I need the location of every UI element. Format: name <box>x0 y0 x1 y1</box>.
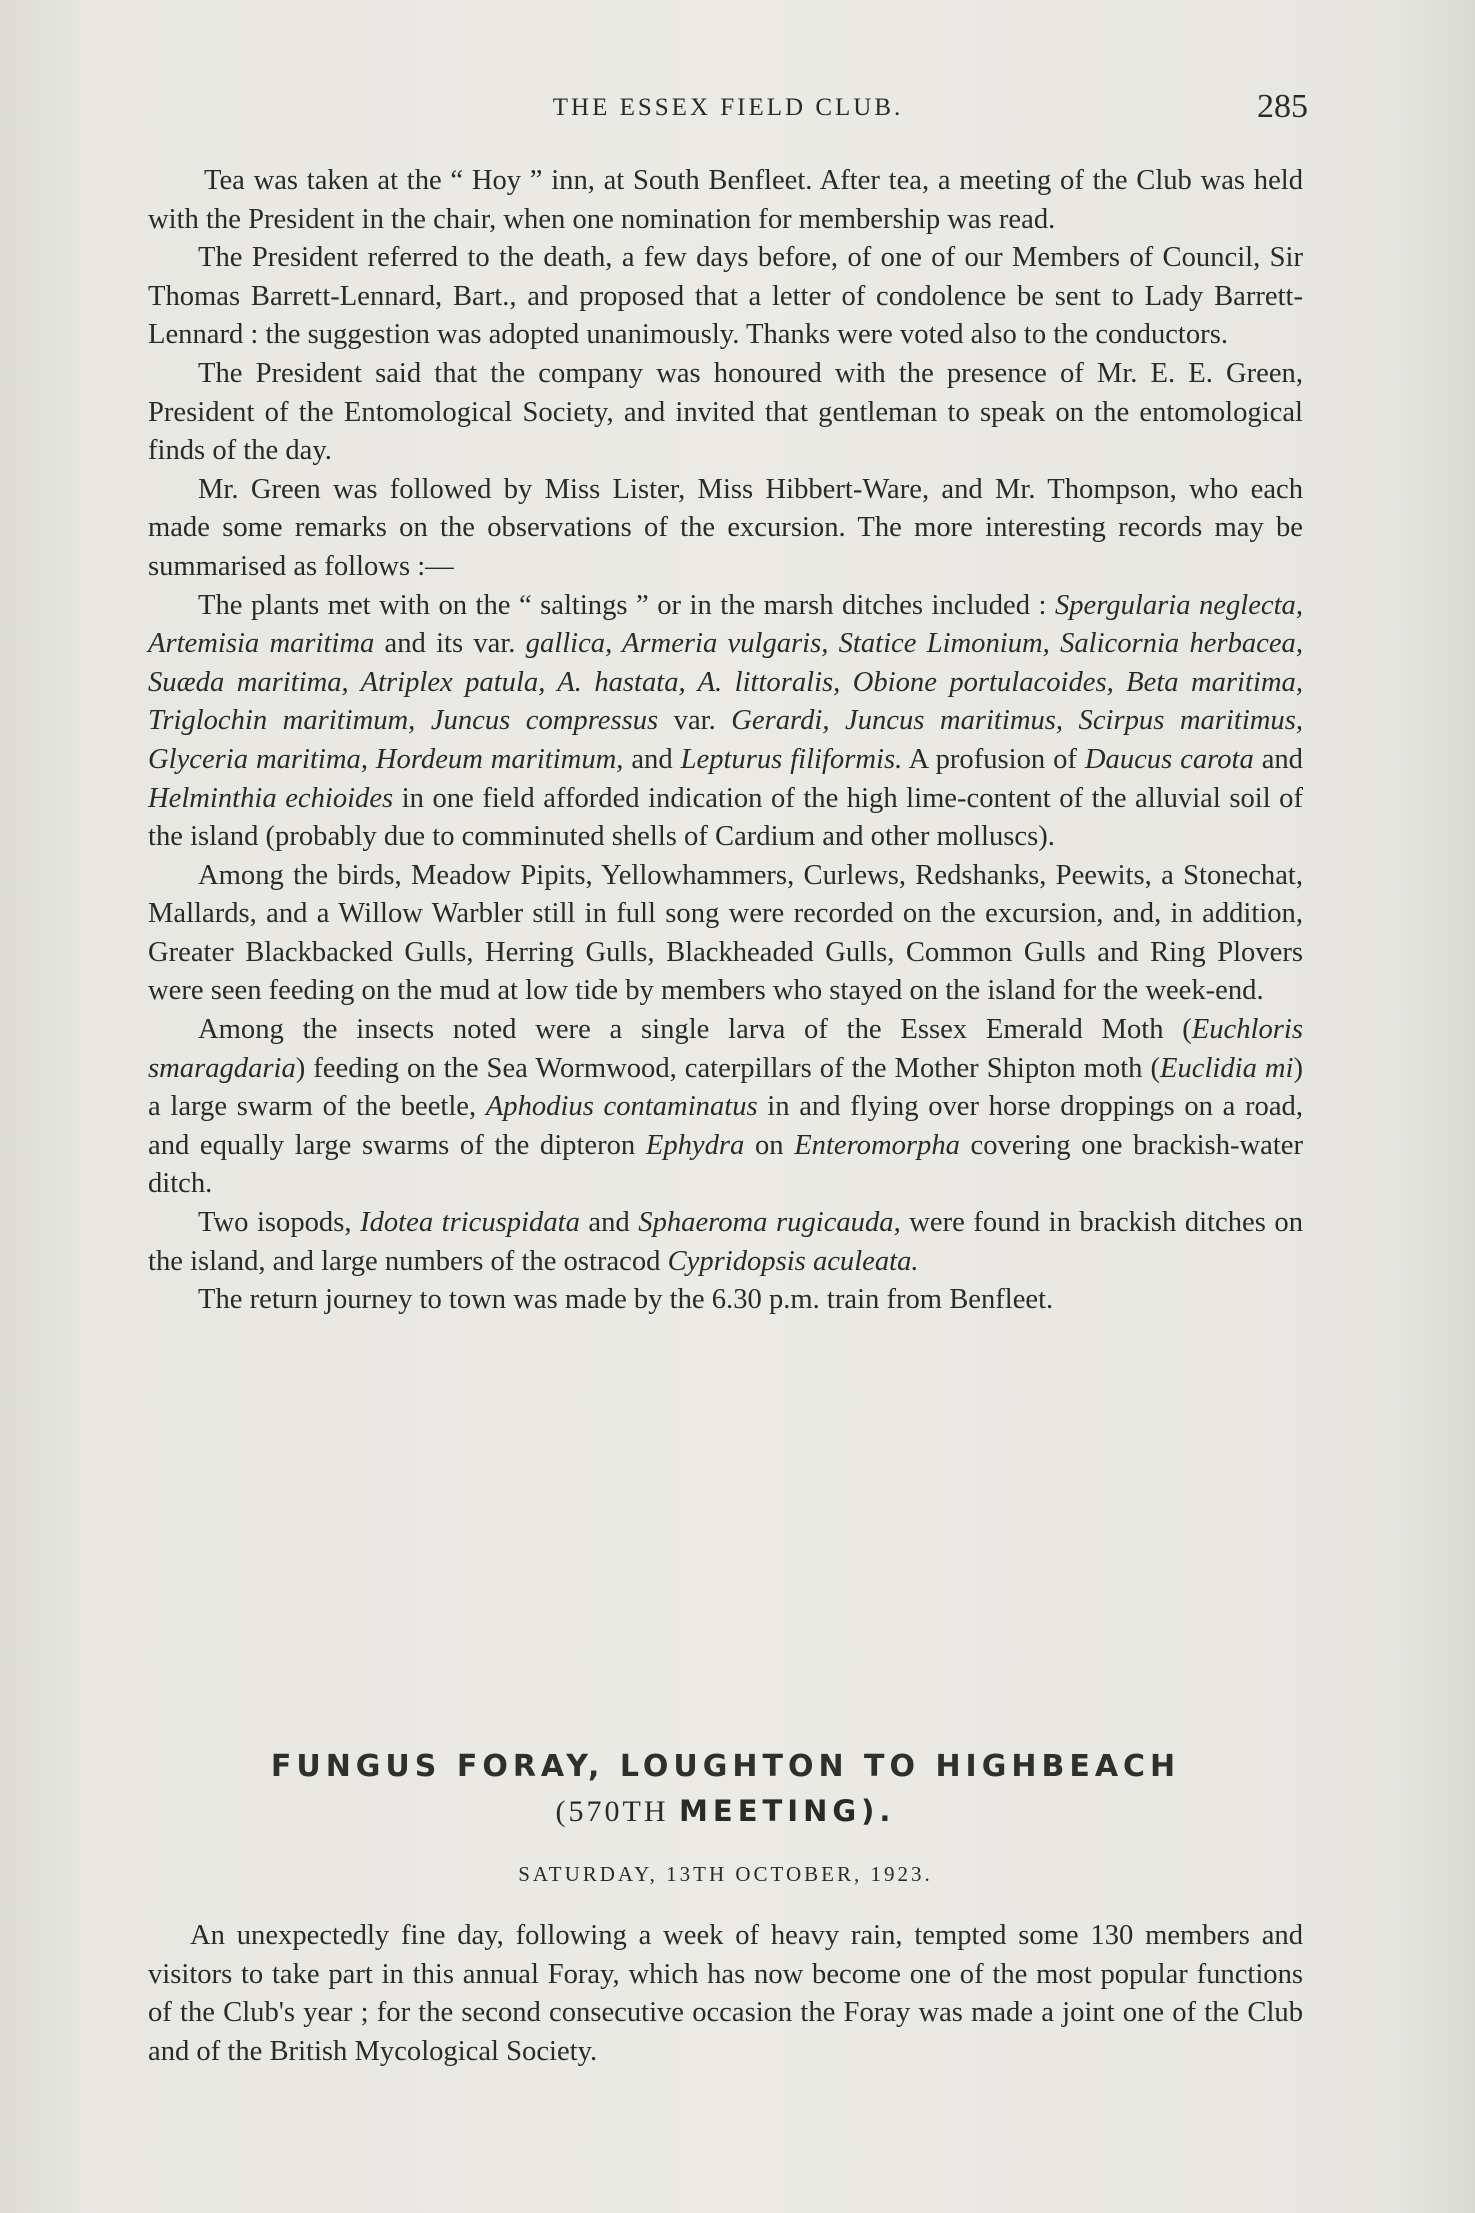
insects-species-4: Ephydra <box>645 1129 745 1161</box>
isopods-text-2: and <box>579 1207 639 1239</box>
paragraph-insects <box>148 1011 1303 1204</box>
insects-text-2: ) feeding on the Sea Wormwood, caterpillars of the Mother Shipton moth ( <box>295 1052 1160 1084</box>
paragraph-tea-meeting: Tea was taken at the “ Hoy ” inn, at South Benfleet. After tea, a meeting of the Club was held with the President in the chair, when one nomination for membership was read. <box>148 165 1303 235</box>
paragraph-remarks: Mr. Green was followed by Miss Lister, Miss Hibbert-Ware, and Mr. Thompson, who each made some remarks on the observations of the excursion. The more interesting records may be summarised as follows :— <box>148 473 1303 582</box>
plants-text-3: var. <box>658 705 732 737</box>
plants-species-5: Daucus carota <box>1084 743 1254 775</box>
plants-text-4: and <box>623 743 681 775</box>
insects-species-3: Aphodius contaminatus <box>485 1091 758 1123</box>
isopods-species-2: Sphaeroma rugicauda, <box>638 1207 901 1239</box>
plants-species-6: Helminthia echioides <box>148 782 394 814</box>
page-number: 285 <box>1257 88 1308 125</box>
isopods-text-1: Two isopods, <box>198 1207 361 1239</box>
running-head <box>148 88 1308 132</box>
insects-text-4: in and flying over horse droppings on a road, and equally large swarms of the dipteron <box>148 1091 1303 1161</box>
plants-species-1: Spergularia neglecta, Artemisia maritima <box>148 589 1303 660</box>
plants-species-4: Lepturus filiformis. <box>680 743 903 775</box>
paragraph-birds: Among the birds, Meadow Pipits, Yellowhammers, Curlews, Redshanks, Peewits, a Stonechat, Mallards, and a Willow Warbler still in full song were recorded on the excursion, and, in addition, Greater Blackbacked Gulls, Herring Gulls, Blackheaded Gulls, Common Gulls and Ring Plovers were seen feeding on the mud at low tide by members who stayed on the island for the week-end. <box>148 859 1303 1007</box>
insects-species-2: Euclidia mi <box>1159 1052 1294 1084</box>
plants-text-6: and <box>1253 743 1303 775</box>
insects-species-5: Enteromorpha <box>794 1129 960 1161</box>
running-title: THE ESSEX FIELD CLUB. <box>552 94 904 121</box>
insects-text-6: covering one brackish-water ditch. <box>148 1129 1304 1200</box>
isopods-text-3: were found in brackish ditches on the island, and large numbers of the ostracod <box>148 1207 1303 1277</box>
paragraph-green-presence: The President said that the company was honoured with the presence of Mr. E. E. Green, President of the Entomological Society, and invited that gentleman to speak on the entomological finds of the day. <box>148 357 1303 467</box>
section-subtitle <box>148 1789 1303 1834</box>
insects-species-1: Euchloris smaragdaria <box>148 1014 1303 1084</box>
paragraph-condolence: The President referred to the death, a few days before, of one of our Members of Council, Sir Thomas Barrett-Lennard, Bart., and proposed that a letter of condolence be sent to Lady Barrett-Lennard : the suggestion was adopted unanimously. Thanks were voted also to the conductors. <box>148 242 1303 351</box>
meeting-number: (570TH <box>555 1795 669 1828</box>
plants-species-2: gallica, Armeria vulgaris, Statice Limonium, Salicornia herbacea, Suæda maritima, Atriplex patula, A. hastata, A. littoralis, Obione portulacoides, Beta maritima, Triglochin maritimum, Juncus compressus <box>148 628 1303 737</box>
plants-text-5: A profusion of <box>902 743 1085 775</box>
body-text <box>148 162 1303 1320</box>
insects-text-3: ) a large swarm of the beetle, <box>148 1052 1303 1123</box>
paragraph-isopods <box>148 1204 1303 1281</box>
section-date: SATURDAY, 13TH OCTOBER, 1923. <box>518 1862 933 1886</box>
fungus-foray-section <box>148 1745 1303 2071</box>
plants-text-2: and its var. <box>374 628 526 660</box>
paragraph-return-journey: The return journey to town was made by the 6.30 p.m. train from Benfleet. <box>198 1284 1054 1316</box>
section-title: FUNGUS FORAY, LOUGHTON TO HIGHBEACH <box>270 1749 1181 1784</box>
insects-text-1: Among the insects noted were a single larva of the Essex Emerald Moth ( <box>198 1014 1192 1046</box>
meeting-word: MEETING). <box>679 1794 896 1828</box>
plants-text-7: in one field afforded indication of the high lime-content of the alluvial soil of the island (probably due to comminuted shells of Cardium and other molluscs). <box>148 782 1303 853</box>
plants-species-3: Gerardi, Juncus maritimus, Scirpus maritimus, Glyceria maritima, Hordeum maritimum, <box>148 705 1303 775</box>
plants-text-1: The plants met with on the “ saltings ” or in the marsh ditches included : <box>198 589 1055 621</box>
insects-text-5: on <box>744 1129 795 1161</box>
isopods-species-3: Cypridopsis aculeata. <box>667 1245 919 1277</box>
section-body-paragraph: An unexpectedly fine day, following a week of heavy rain, tempted some 130 members and visitors to take part in this annual Foray, which has now become one of the most popular functions of the Club's year ; for the second consecutive occasion the Foray was made a joint one of the Club and of the British Mycological Society. <box>148 1920 1303 2067</box>
isopods-species-1: Idotea tricuspidata <box>360 1207 580 1239</box>
paragraph-plants <box>148 587 1303 857</box>
